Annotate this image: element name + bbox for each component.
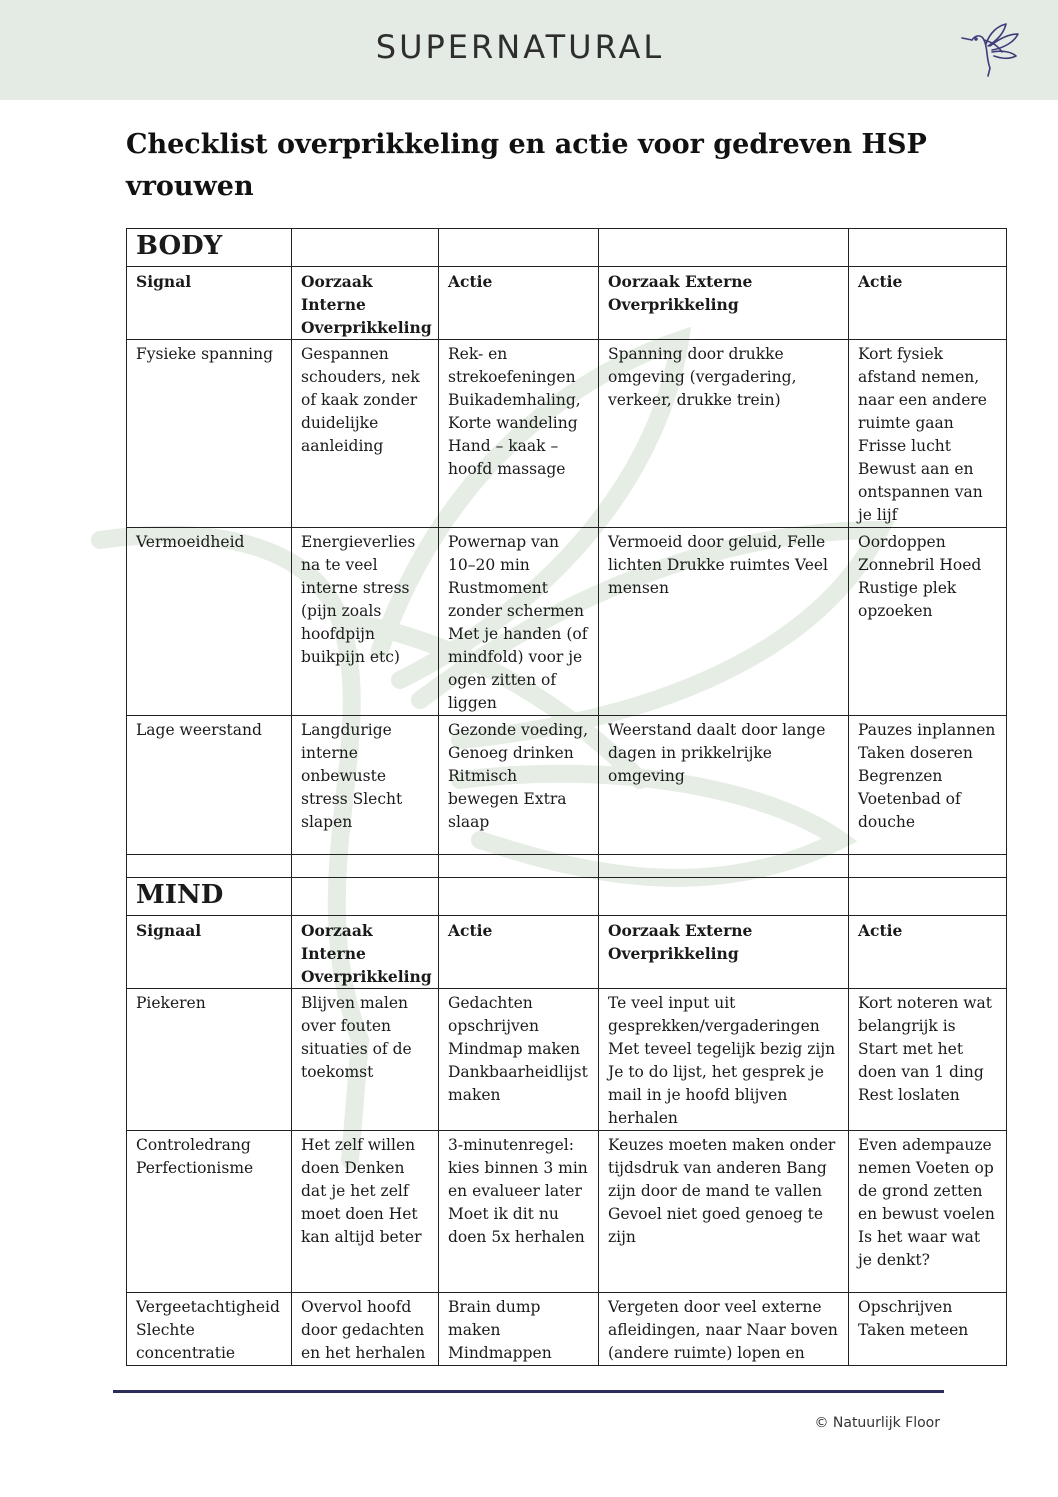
table-cell: Gedachten opschrijven Mindmap maken Dankbaarheidlijst maken bbox=[439, 989, 599, 1131]
table-cell: Overvol hoofd door gedachten en het herhalen bbox=[292, 1293, 439, 1366]
table-cell: Spanning door drukke omgeving (vergadering, verkeer, drukke trein) bbox=[599, 340, 849, 528]
table-cell: Brain dump maken Mindmappen bbox=[439, 1293, 599, 1366]
table-cell: Vermoeid door geluid, Felle lichten Drukke ruimtes Veel mensen bbox=[599, 528, 849, 716]
section-row-body bbox=[127, 229, 1007, 267]
spacer-row bbox=[127, 855, 1007, 878]
table-row bbox=[127, 528, 1007, 716]
table-cell: Oordoppen Zonnebril Hoed Rustige plek opzoeken bbox=[849, 528, 1007, 716]
column-header: Actie bbox=[849, 267, 1007, 340]
table-cell: Gespannen schouders, nek of kaak zonder duidelijke aanleiding bbox=[292, 340, 439, 528]
table-cell: Pauzes inplannen Taken doseren Begrenzen Voetenbad of douche bbox=[849, 716, 1007, 855]
table-header-row bbox=[127, 267, 1007, 340]
column-header: Oorzaak Externe Overprikkeling bbox=[599, 267, 849, 340]
table-cell: Blijven malen over fouten situaties of de toekomst bbox=[292, 989, 439, 1131]
table-cell: Rek- en strekoefeningen Buikademhaling, Korte wandeling Hand – kaak – hoofd massage bbox=[439, 340, 599, 528]
table-cell: Gezonde voeding, Genoeg drinken Ritmisch bewegen Extra slaap bbox=[439, 716, 599, 855]
table-cell: Powernap van 10–20 min Rustmoment zonder schermen Met je handen (of mindfold) voor je ogen zitten of liggen bbox=[439, 528, 599, 716]
table-cell: Lage weerstand bbox=[127, 716, 292, 855]
column-header: Signal bbox=[127, 267, 292, 340]
table-cell: Weerstand daalt door lange dagen in prikkelrijke omgeving bbox=[599, 716, 849, 855]
column-header: Oorzaak Interne Overprikkeling bbox=[292, 916, 439, 989]
column-header: Actie bbox=[439, 916, 599, 989]
table-row bbox=[127, 1131, 1007, 1293]
table-cell: Vermoeidheid bbox=[127, 528, 292, 716]
table-row bbox=[127, 340, 1007, 528]
column-header: Signaal bbox=[127, 916, 292, 989]
table-row bbox=[127, 716, 1007, 855]
column-header: Actie bbox=[849, 916, 1007, 989]
table-cell: Langdurige interne onbewuste stress Slecht slapen bbox=[292, 716, 439, 855]
table-cell: Vergeten door veel externe afleidingen, naar Naar boven (andere ruimte) lopen en bbox=[599, 1293, 849, 1366]
table-cell: Het zelf willen doen Denken dat je het zelf moet doen Het kan altijd beter bbox=[292, 1131, 439, 1293]
page-title: Checklist overprikkeling en actie voor gedreven HSP vrouwen bbox=[126, 129, 927, 202]
table-cell: 3-minutenregel: kies binnen 3 min en evalueer later Moet ik dit nu doen 5x herhalen bbox=[439, 1131, 599, 1293]
table-cell: Te veel input uit gesprekken/vergaderingen Met teveel tegelijk bezig zijn Je to do lijst, het gesprek je mail in je hoofd blijven herhalen bbox=[599, 989, 849, 1131]
table-row bbox=[127, 989, 1007, 1131]
column-header: Oorzaak Externe Overprikkeling bbox=[599, 916, 849, 989]
table-cell: Controledrang Perfectionisme bbox=[127, 1131, 292, 1293]
section-title-mind: MIND bbox=[127, 878, 292, 916]
table-cell: Keuzes moeten maken onder tijdsdruk van anderen Bang zijn door de mand te vallen Gevoel niet goed genoeg te zijn bbox=[599, 1131, 849, 1293]
column-header: Actie bbox=[439, 267, 599, 340]
table-row bbox=[127, 1293, 1007, 1366]
footer-divider bbox=[113, 1390, 944, 1393]
copyright-text: © Natuurlijk Floor bbox=[814, 1415, 940, 1431]
checklist-table bbox=[126, 228, 1007, 1366]
table-cell: Fysieke spanning bbox=[127, 340, 292, 528]
table-cell: Energieverlies na te veel interne stress (pijn zoals hoofdpijn buikpijn etc) bbox=[292, 528, 439, 716]
hummingbird-logo-icon bbox=[958, 18, 1022, 80]
column-header: Oorzaak Interne Overprikkeling bbox=[292, 267, 439, 340]
section-row-mind bbox=[127, 878, 1007, 916]
section-title-body: BODY bbox=[127, 229, 292, 267]
table-header-row bbox=[127, 916, 1007, 989]
brand-title: SUPERNATURAL bbox=[375, 28, 665, 66]
table-cell: Kort noteren wat belangrijk is Start met het doen van 1 ding Rest loslaten bbox=[849, 989, 1007, 1131]
table-cell: Piekeren bbox=[127, 989, 292, 1131]
table-cell: Even adempauze nemen Voeten op de grond zetten en bewust voelen Is het waar wat je denkt? bbox=[849, 1131, 1007, 1293]
table-cell: Kort fysiek afstand nemen, naar een andere ruimte gaan Frisse lucht Bewust aan en ontspannen van je lijf bbox=[849, 340, 1007, 528]
page-header bbox=[0, 0, 1058, 100]
table-cell: Vergeetachtigheid Slechte concentratie bbox=[127, 1293, 292, 1366]
table-cell: Opschrijven Taken meteen bbox=[849, 1293, 1007, 1366]
